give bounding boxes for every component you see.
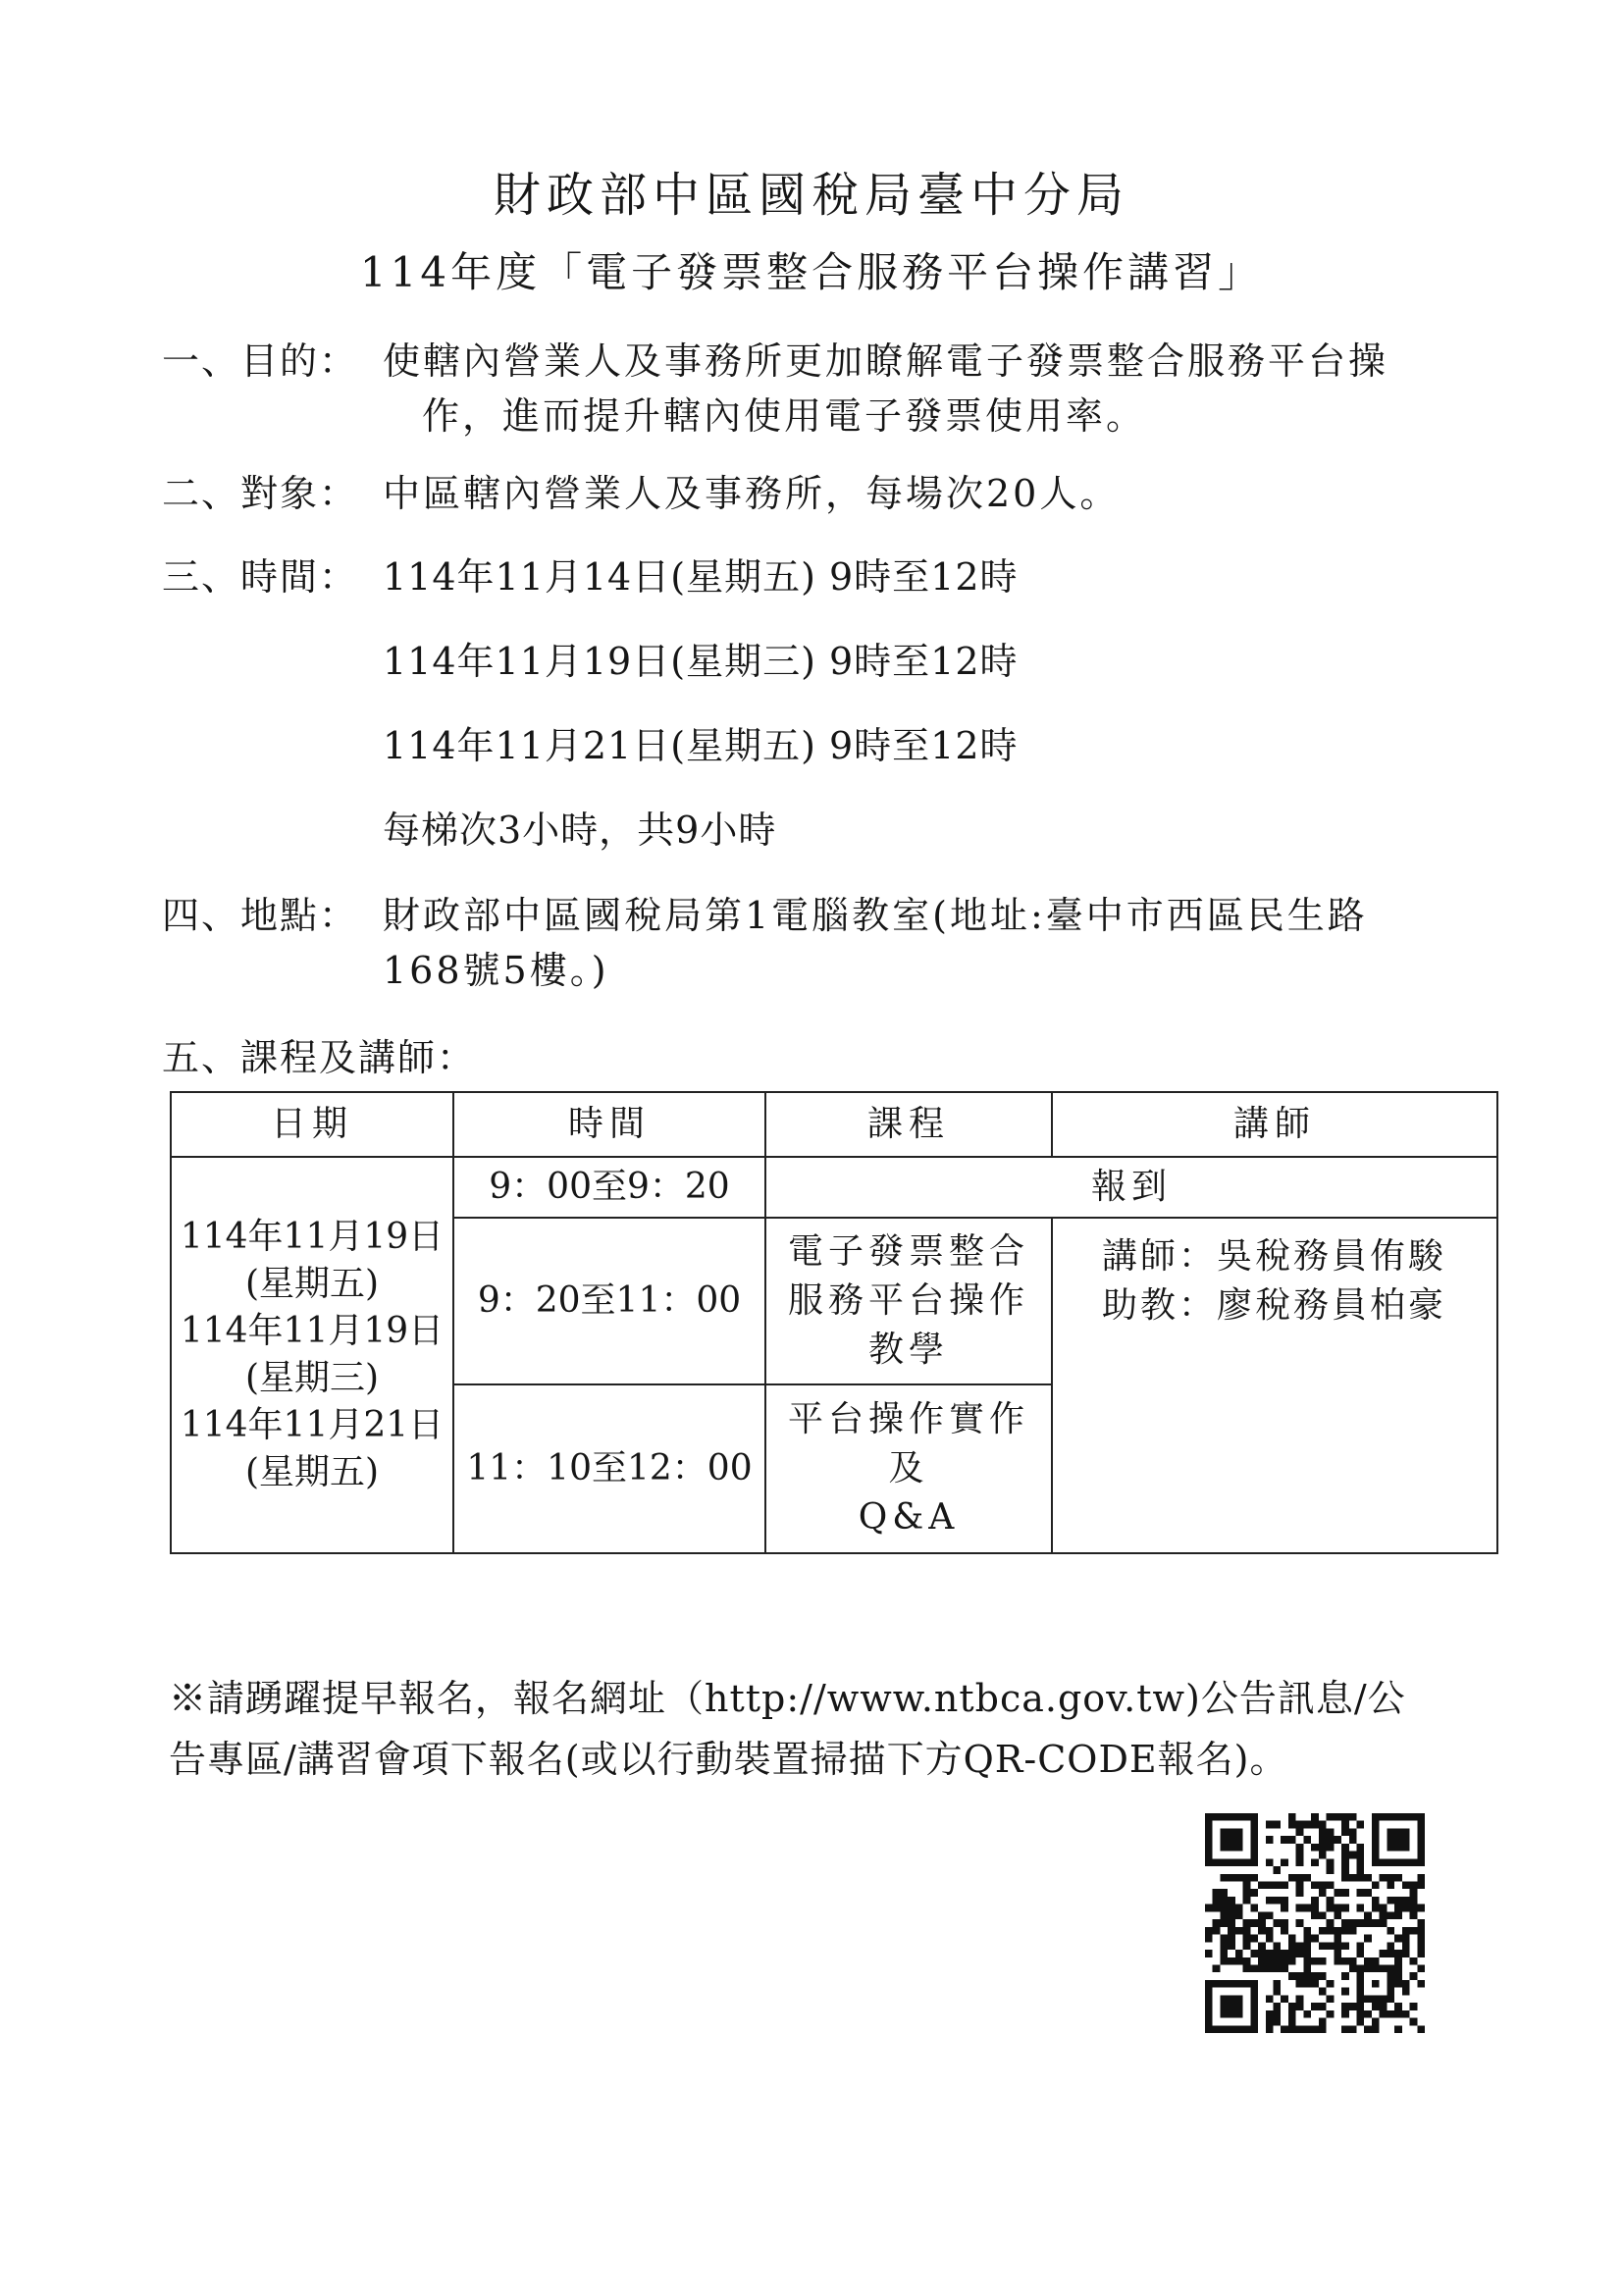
course-cell xyxy=(765,1218,1052,1384)
section-purpose-body xyxy=(383,334,1496,444)
section-purpose xyxy=(162,334,1496,444)
time-line: 114年11月21日(星期五) 9時至12時 xyxy=(383,724,1019,767)
teacher-cell xyxy=(1052,1218,1497,1553)
time-cell: 9：00至9：20 xyxy=(453,1157,765,1218)
date-line: 114年11月19日 xyxy=(180,1217,445,1257)
section-location-label: 四、地點： xyxy=(162,894,359,937)
section-audience-text: 中區轄內營業人及事務所，每場次20人。 xyxy=(383,472,1121,515)
time-cell: 11：10至12：00 xyxy=(453,1384,765,1553)
course-line: 及 xyxy=(888,1448,929,1488)
section-audience xyxy=(162,466,1496,521)
registration-note-line2: 告專區/講習會項下報名(或以行動裝置掃描下方QR-CODE報名)。 xyxy=(169,1738,1288,1781)
section-location-body xyxy=(383,888,1496,998)
page-subtitle: 114年度「電子發票整合服務平台操作講習」 xyxy=(359,248,1264,296)
weekday-line: (星期五) xyxy=(244,1264,380,1304)
section-audience-label: 二、對象： xyxy=(162,472,359,515)
course-line: 平台操作實作 xyxy=(787,1399,1029,1439)
course-table xyxy=(170,1091,1498,1554)
section-purpose-label: 一、目的： xyxy=(162,339,359,383)
section-time-body xyxy=(383,549,1496,887)
course-line: 服務平台操作 xyxy=(787,1280,1029,1321)
table-header-date: 日期 xyxy=(171,1092,453,1157)
teacher-line: 講師：吳稅務員侑駿 xyxy=(1102,1236,1447,1277)
weekday-line: (星期五) xyxy=(244,1452,380,1492)
page-title: 財政部中區國稅局臺中分局 xyxy=(493,168,1129,223)
section-location-line1: 財政部中區國稅局第1電腦教室(地址:臺中市西區民生路 xyxy=(383,894,1368,937)
course-line: Q&A xyxy=(858,1497,960,1538)
table-header-teacher: 講師 xyxy=(1052,1092,1497,1157)
registration-note-line1: ※請踴躍提早報名，報名網址（http://www.ntbca.gov.tw)公告訊息/公 xyxy=(169,1677,1406,1720)
course-cell xyxy=(765,1384,1052,1553)
section-time xyxy=(162,549,1496,887)
checkin-cell: 報到 xyxy=(765,1157,1497,1218)
assistant-line: 助教：廖稅務員柏豪 xyxy=(1102,1285,1447,1326)
table-header-time: 時間 xyxy=(453,1092,765,1157)
time-cell: 9：20至11：00 xyxy=(453,1218,765,1384)
section-courses xyxy=(162,1030,1496,1085)
date-line: 114年11月19日 xyxy=(180,1311,445,1351)
weekday-line: (星期三) xyxy=(244,1358,380,1398)
dates-cell xyxy=(171,1157,453,1553)
time-line: 每梯次3小時，共9小時 xyxy=(383,809,777,852)
date-line: 114年11月21日 xyxy=(180,1405,445,1445)
table-header-row xyxy=(171,1092,1497,1157)
section-purpose-line2: 作，進而提升轄內使用電子發票使用率。 xyxy=(422,394,1147,438)
time-line: 114年11月19日(星期三) 9時至12時 xyxy=(383,640,1019,683)
table-header-course: 課程 xyxy=(765,1092,1052,1157)
time-line: 114年11月14日(星期五) 9時至12時 xyxy=(383,555,1019,599)
table-row xyxy=(171,1157,1497,1218)
section-purpose-line1: 使轄內營業人及事務所更加瞭解電子發票整合服務平台操 xyxy=(383,339,1389,383)
registration-note xyxy=(169,1668,1503,1790)
section-location xyxy=(162,888,1496,998)
course-line: 電子發票整合 xyxy=(787,1231,1029,1272)
qr-code-icon[interactable] xyxy=(1205,1813,1425,2033)
section-courses-label: 五、課程及講師： xyxy=(162,1036,477,1079)
course-line: 教學 xyxy=(867,1330,949,1370)
section-time-label: 三、時間： xyxy=(162,555,359,599)
section-location-line2: 168號5樓。) xyxy=(383,949,609,992)
